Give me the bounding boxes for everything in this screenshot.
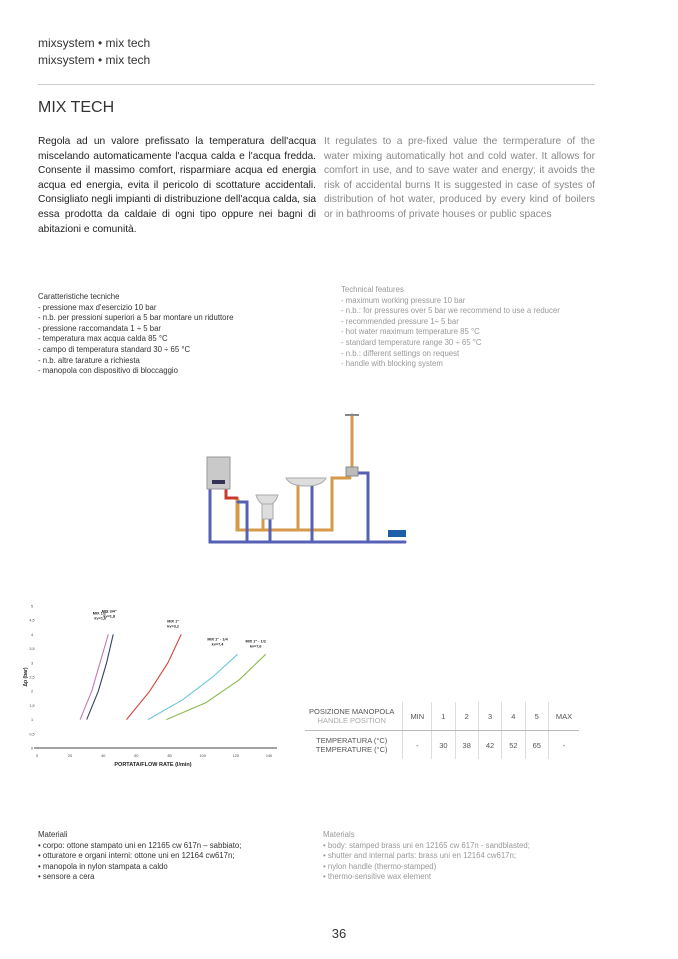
x-tick-label: 20 bbox=[68, 754, 73, 758]
table-cell: 5 bbox=[525, 702, 548, 731]
page-title: MIX TECH bbox=[38, 99, 115, 116]
table-cell: MAX bbox=[548, 702, 579, 731]
material-item: • otturatore e organi interni: ottone uni en 12164 cw617n; bbox=[38, 851, 235, 861]
table-cell: 38 bbox=[455, 731, 478, 760]
table-cell: 42 bbox=[478, 731, 501, 760]
label-it: TEMPERATURA (°C) bbox=[316, 736, 388, 745]
feature-item: - n.b.: for pressures over 5 bar we recommend to use a reducer bbox=[341, 306, 560, 316]
series-line bbox=[80, 634, 108, 719]
material-item: • nylon handle (thermo-stamped) bbox=[323, 861, 437, 871]
materials-title: Materials bbox=[323, 830, 355, 839]
series-kv-label: kv=7,4 bbox=[211, 642, 224, 647]
table-cell: 52 bbox=[502, 731, 525, 760]
table-cell: 1 bbox=[432, 702, 455, 731]
series-line bbox=[127, 634, 182, 719]
material-item: • sensore a cera bbox=[38, 872, 95, 882]
series-kv-label: kv=3,2 bbox=[167, 624, 180, 629]
table-cell: MIN bbox=[403, 702, 432, 731]
x-tick-label: 40 bbox=[101, 754, 106, 758]
mixing-valve bbox=[346, 467, 358, 476]
feature-item: - pressione max d'esercizio 10 bar bbox=[38, 302, 157, 312]
material-item: • corpo: ottone stampato uni en 12165 cw 617n – sabbiato; bbox=[38, 840, 242, 850]
label-en: HANDLE POSITION bbox=[317, 716, 386, 725]
table-cell: - bbox=[548, 731, 579, 760]
feature-item: - recommended pressure 1÷ 5 bar bbox=[341, 316, 459, 326]
table-cell: 3 bbox=[478, 702, 501, 731]
table-cell: 4 bbox=[502, 702, 525, 731]
series-kv-label: kv=1,8 bbox=[103, 614, 116, 619]
table-cell: 2 bbox=[455, 702, 478, 731]
feature-item: - maximum working pressure 10 bar bbox=[341, 295, 466, 305]
feature-item: - n.b.: different settings on request bbox=[341, 348, 460, 358]
material-item: • thermo-sensitive wax element bbox=[323, 872, 432, 882]
series-line bbox=[166, 654, 265, 719]
x-tick-label: 80 bbox=[167, 754, 172, 758]
feature-item: - n.b. per pressioni superiori a 5 bar montare un riduttore bbox=[38, 313, 234, 323]
y-tick-label: 1 bbox=[30, 718, 34, 723]
features-title: Caratteristiche tecniche bbox=[38, 292, 120, 301]
feature-item: - standard temperature range 30 ÷ 65 °C bbox=[341, 337, 482, 347]
series-label: MIX 1/2" bbox=[92, 611, 108, 616]
series-label: MIX 1" bbox=[167, 619, 180, 624]
table-cell: 30 bbox=[432, 731, 455, 760]
handle-position-table bbox=[305, 702, 579, 759]
y-tick-label: 4,5 bbox=[29, 618, 35, 623]
feature-item: - handle with blocking system bbox=[341, 359, 443, 369]
material-item: • body: stamped brass uni en 12165 cw 617n - sandblasted; bbox=[323, 840, 530, 850]
x-tick-label: 0 bbox=[35, 754, 39, 758]
feature-item: - hot water maximum temperature 85 °C bbox=[341, 327, 480, 337]
series-label: MIX 1" - 1/4 bbox=[207, 637, 228, 642]
label-en: TEMPERATURE (°C) bbox=[315, 745, 388, 754]
y-tick-label: 3,5 bbox=[29, 647, 35, 652]
table-cell: 65 bbox=[525, 731, 548, 760]
row-label bbox=[305, 702, 403, 731]
header-line-1: mixsystem • mix tech bbox=[38, 36, 151, 50]
material-item: • shutter and internal parts: brass uni en 12164 cw617n; bbox=[323, 851, 517, 861]
header-line-2: mixsystem • mix tech bbox=[38, 53, 151, 67]
material-item: • manopola in nylon stampata a caldo bbox=[38, 861, 168, 871]
y-tick-label: 2 bbox=[30, 689, 34, 694]
y-tick-label: 0,5 bbox=[29, 732, 35, 737]
y-tick-label: 0 bbox=[30, 746, 34, 751]
series-kv-label: kv=1,6 bbox=[94, 616, 107, 621]
materials-title: Materiali bbox=[38, 830, 68, 839]
materials-italian bbox=[38, 830, 241, 883]
y-tick-label: 2,5 bbox=[29, 675, 35, 680]
x-axis-label: PORTATA/FLOW RATE (l/min) bbox=[114, 762, 192, 768]
intro-english: It regulates to a pre-fixed value the termperature of the water mixing automatically hot and cold water. It allows for comfort in use, and to save water and energy; it avoids the risk of accidental burns It is suggested in case of systes of distribution of hot water, produced by every kind of boilers or in bathrooms of private houses or public spaces bbox=[324, 136, 595, 220]
y-tick-label: 5 bbox=[30, 604, 34, 609]
x-tick-label: 60 bbox=[134, 754, 139, 758]
y-tick-label: 4 bbox=[30, 632, 34, 637]
intro-italian: Regola ad un valore prefissato la temperatura dell'acqua miscelando automaticamente l'acqua calda e l'acqua fredda. Consente il massimo comfort, risparmiare acqua ed energia acqua ed energia, evita il pericolo di scottature accidentali. Consigliato negli impianti di distribuzione dell'acqua calda, sia essa prodotta da caldaie di ogni tipo oppure nei bagni di abitazioni e comunità. bbox=[38, 136, 316, 235]
pressure-drop-chart bbox=[0, 0, 300, 780]
features-title: Technical features bbox=[341, 285, 404, 294]
feature-item: - pressione raccomandata 1 ÷ 5 bar bbox=[38, 323, 162, 333]
table-row bbox=[305, 731, 579, 760]
page-number: 36 bbox=[331, 926, 347, 941]
series-label: MIX 3/4" bbox=[101, 609, 117, 614]
table-cell: - bbox=[403, 731, 432, 760]
y-tick-label: 1,5 bbox=[29, 703, 35, 708]
x-tick-label: 140 bbox=[265, 754, 273, 758]
series-line bbox=[87, 634, 114, 719]
series-label: MIX 1" - 1/2 bbox=[245, 639, 266, 644]
materials-english bbox=[323, 830, 530, 883]
y-tick-label: 3 bbox=[30, 661, 34, 666]
y-axis-label: Δp (bar) bbox=[23, 667, 29, 687]
x-tick-label: 100 bbox=[199, 754, 206, 758]
series-kv-label: kv=7,6 bbox=[249, 644, 262, 649]
label-it: POSIZIONE MANOPOLA bbox=[309, 707, 395, 716]
feature-item: - temperatura max acqua calda 85 °C bbox=[38, 334, 168, 344]
table-row bbox=[305, 702, 579, 731]
water-inlet bbox=[388, 530, 406, 537]
feature-item: - manopola con dispositivo di bloccaggio bbox=[38, 366, 178, 376]
features-english bbox=[341, 285, 601, 370]
x-tick-label: 120 bbox=[232, 754, 240, 758]
feature-item: - n.b. altre tarature a richiesta bbox=[38, 355, 140, 365]
series-line bbox=[148, 654, 238, 719]
row-label bbox=[305, 731, 403, 760]
feature-item: - campo di temperatura standard 30 ÷ 65 °C bbox=[38, 344, 191, 354]
